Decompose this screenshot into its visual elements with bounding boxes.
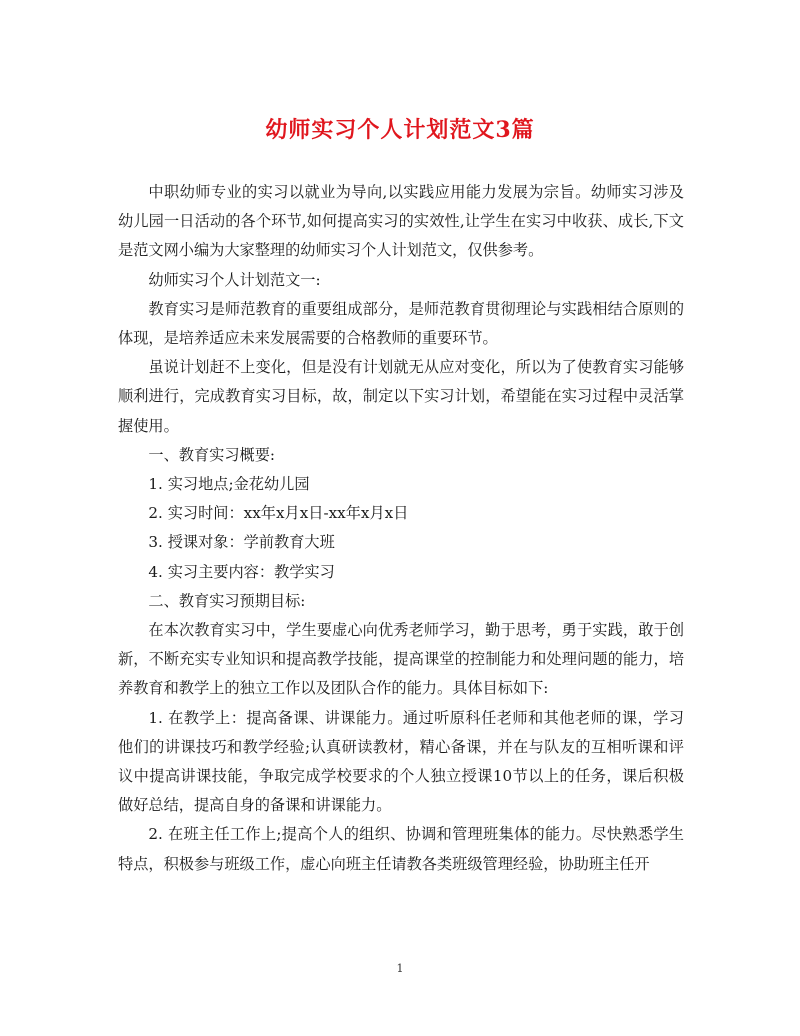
paragraph-section-heading: 幼师实习个人计划范文一:	[148, 270, 321, 289]
list-item: 2. 在班主任工作上;提高个人的组织、协调和管理班集体的能力。尽快熟悉学生特点，积极参与班级工作，虚心向班主任请教各类班级管理经验，协助班主任开	[118, 825, 684, 873]
paragraph: 教育实习是师范教育的重要组成部分，是师范教育贯彻理论与实践相结合原则的体现，是培养适应未来发展需要的合格教师的重要环节。	[118, 299, 684, 348]
paragraph: 虽说计划赶不上变化，但是没有计划就无从应对变化，所以为了使教育实习能够顺利进行，完成教育实习目标，故，制定以下实习计划，希望能在实习过程中灵活掌握使用。	[118, 358, 684, 435]
list-item: 2. 实习时间：xx年x月x日-xx年x月x日	[148, 504, 409, 523]
paragraph-heading: 一、教育实习概要:	[148, 445, 276, 464]
document-body	[118, 178, 684, 879]
list-item: 1. 实习地点;金花幼儿园	[148, 475, 310, 494]
list-item: 1. 在教学上：提高备课、讲课能力。通过听原科任老师和其他老师的课，学习他们的讲课技巧和教学经验;认真研读教材，精心备课，并在与队友的互相听课和评议中提高讲课技能，争取完成学校要求的个人独立授课10节以上的任务，课后积极做好总结，提高自身的备课和讲课能力。	[118, 708, 684, 815]
document-title: 幼师实习个人计划范文3篇	[265, 117, 535, 143]
list-item: 3. 授课对象：学前教育大班	[148, 533, 335, 552]
paragraph-heading: 二、教育实习预期目标:	[148, 591, 306, 610]
list-item: 4. 实习主要内容：教学实习	[148, 562, 335, 581]
paragraph-intro: 中职幼师专业的实习以就业为导向,以实践应用能力发展为宗旨。幼师实习涉及幼儿园一日活动的各个环节,如何提高实习的实效性,让学生在实习中收获、成长,下文是范文网小编为大家整理的幼师实习个人计划范文，仅供参考。	[118, 183, 684, 260]
paragraph: 在本次教育实习中，学生要虚心向优秀老师学习，勤于思考，勇于实践，敢于创新，不断充实专业知识和提高教学技能，提高课堂的控制能力和处理问题的能力，培养教育和教学上的独立工作以及团队合作的能力。具体目标如下:	[118, 621, 684, 698]
page-number: 1	[396, 962, 404, 975]
